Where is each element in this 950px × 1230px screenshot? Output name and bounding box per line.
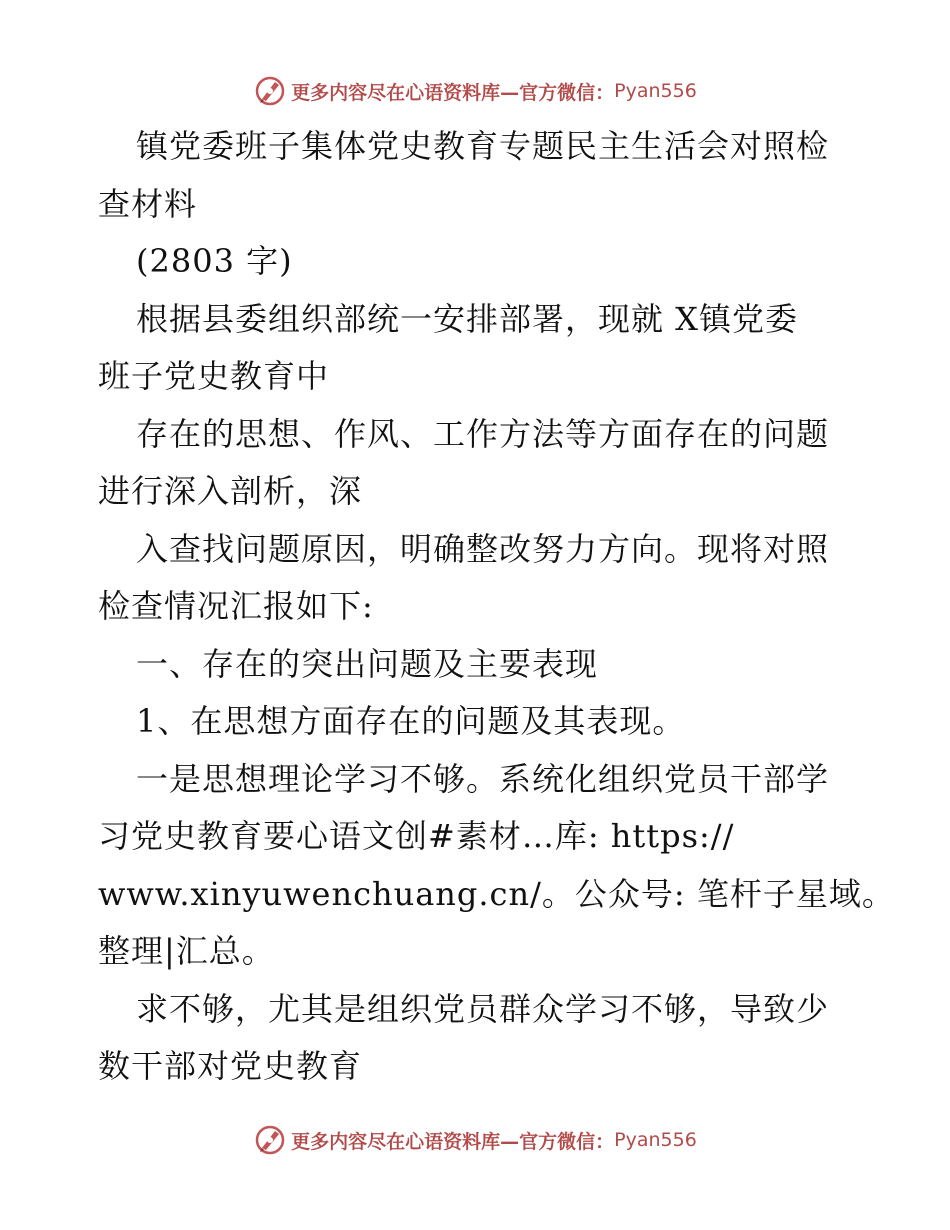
pen-quill-icon — [253, 74, 287, 108]
text-line: 进行深入剖析，深 — [98, 472, 363, 510]
text-line: 入查找问题原因，明确整改努力方向。现将对照 — [136, 529, 830, 568]
text-line: 一、存在的突出问题及主要表现 — [136, 644, 599, 683]
text-line: 整理|汇总。 — [98, 932, 275, 970]
text-line: 数干部对党史教育 — [98, 1047, 363, 1085]
text-line: 班子党史教育中 — [98, 357, 330, 395]
text-line: 存在的思想、作风、工作方法等方面存在的问题 — [136, 414, 830, 453]
watermark-wechat-id: Pyan556 — [614, 80, 697, 102]
text-line: 习党史教育要心语文创#素材…库: https:// — [98, 817, 735, 855]
text-line: (2803 字) — [136, 242, 293, 280]
text-line: 根据县委组织部统一安排部署，现就 X镇党委 — [136, 299, 798, 338]
header-watermark-banner — [0, 71, 950, 111]
footer-watermark-banner — [0, 1120, 950, 1160]
watermark-wechat-id: Pyan556 — [614, 1129, 697, 1151]
text-line: 查材料 — [98, 184, 198, 223]
text-line: 求不够，尤其是组织党员群众学习不够，导致少 — [136, 989, 830, 1028]
document-body — [98, 118, 895, 1096]
text-line: www.xinyuwenchuang.cn/。公众号: 笔杆子星域。 — [98, 874, 895, 913]
watermark-text: 更多内容尽在心语资料库—官方微信： — [291, 1130, 615, 1153]
text-line: 1、在思想方面存在的问题及其表现。 — [136, 702, 686, 740]
text-line: 镇党委班子集体党史教育专题民主生活会对照检 — [136, 127, 830, 165]
text-line: 检查情况汇报如下: — [98, 587, 374, 625]
watermark-text: 更多内容尽在心语资料库—官方微信： — [291, 81, 615, 104]
pen-quill-icon — [253, 1123, 287, 1157]
text-line: 一是思想理论学习不够。系统化组织党员干部学 — [136, 759, 830, 798]
